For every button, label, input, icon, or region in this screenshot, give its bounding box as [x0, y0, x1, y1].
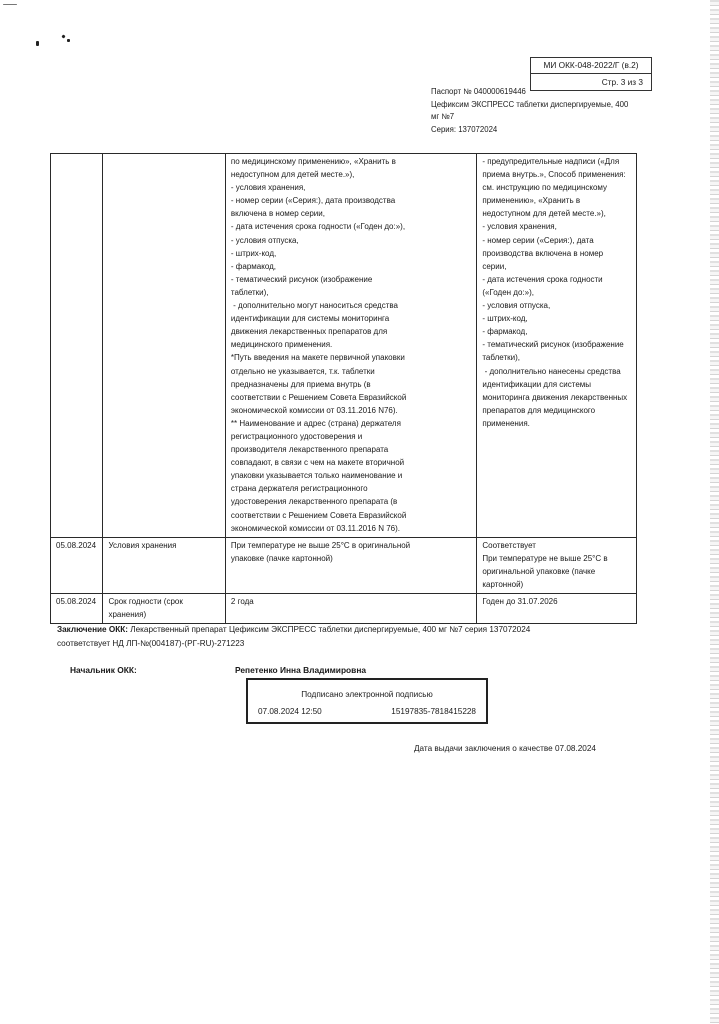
cell-line: картонной): [482, 580, 524, 589]
cell-line: - дата истечения срока годности («Годен до:»),: [230, 222, 406, 232]
cell-indicator: [103, 537, 225, 593]
passport-line: Цефиксим ЭКСПРЕСС таблетки диспергируемые, 400: [431, 99, 629, 109]
cell-line: по медицинскому применению», «Хранить в: [230, 157, 396, 166]
table-row: [51, 154, 637, 538]
cell-line: - штрих-код,: [482, 314, 528, 324]
cell-line: страна держателя регистрационного: [230, 484, 368, 494]
cell-line: экономической комиссии от 03.11.2016 N 76).: [230, 523, 400, 533]
cell-line: применению», «Хранить в: [482, 196, 581, 206]
cell-requirement: [225, 537, 476, 593]
cell-line: недоступном для детей месте.»),: [230, 170, 355, 180]
conclusion: [57, 623, 657, 651]
cell-line: - тематический рисунок (изображение: [482, 340, 624, 350]
cell-result: [477, 154, 637, 538]
scan-speck: [36, 41, 39, 46]
cell-line: Соответствует: [482, 540, 536, 550]
passport-line: Серия: 137072024: [431, 124, 498, 134]
table-row: [51, 594, 637, 624]
cell-indicator: [103, 154, 225, 538]
cell-line: удостоверения лекарственного препарата (в: [230, 497, 398, 507]
cell-line: применения.: [482, 418, 530, 428]
scan-speck: [61, 34, 65, 38]
chief-label: Начальник ОКК:: [70, 665, 137, 675]
table-row: [51, 537, 637, 593]
cell-line: - штрих-код,: [230, 248, 277, 258]
passport-line: мг №7: [431, 112, 455, 121]
issue-date: Дата выдачи заключения о качестве 07.08.2024: [414, 744, 596, 753]
cell-line: - условия хранения,: [230, 183, 306, 193]
cell-requirement: [225, 594, 476, 624]
cell-date: [51, 154, 103, 538]
cell-line: («Годен до:»),: [482, 287, 534, 297]
cell-line: хранения): [108, 610, 147, 620]
cell-line: см. инструкцию по медицинскому: [482, 183, 607, 193]
cell-line: упаковке (пачке картонной): [230, 553, 333, 563]
cell-line: Годен до 31.07.2026: [482, 597, 558, 607]
page-number: Стр. 3 из 3: [601, 77, 643, 87]
cell-line: - дата истечения срока годности: [482, 274, 603, 284]
cell-date: 05.08.2024: [51, 537, 103, 593]
cell-line: - условия хранения,: [482, 222, 557, 232]
cell-line: соответствии с Решением Совета Евразийской: [230, 510, 407, 520]
cell-line: - фармакод,: [230, 261, 276, 271]
cell-line: - тематический рисунок (изображение: [230, 274, 373, 284]
cell-line: медицинского применения.: [230, 340, 333, 350]
passport-line: Паспорт № 040000619446: [431, 87, 526, 96]
cell-line: При температуре не выше 25°С в: [482, 553, 608, 563]
cell-line: 2 года: [230, 597, 254, 607]
cell-line: экономической комиссии от 03.11.2016 N76).: [230, 405, 398, 415]
passport-block: [431, 86, 661, 136]
cell-line: Срок годности (срок: [108, 597, 183, 607]
cell-line: совпадают, в связи с чем на макете вторичной: [230, 458, 405, 468]
cell-line: отдельно не указывается, т.к. таблетки: [230, 366, 375, 376]
cell-line: Условия хранения: [108, 540, 177, 550]
cell-line: ** Наименование и адрес (страна) держателя: [230, 418, 401, 428]
cell-line: - предупредительные надписи («Для: [482, 157, 620, 166]
conclusion-label: Заключение ОКК:: [57, 625, 128, 634]
cell-line: производителя лекарственного препарата: [230, 445, 389, 455]
cell-line: идентификации для системы мониторинга: [230, 314, 390, 324]
quality-table: [50, 153, 637, 624]
cell-line: препаратов для медицинского: [482, 405, 596, 415]
cell-result: [477, 594, 637, 624]
cell-line: движения лекарственных препаратов для: [230, 327, 388, 337]
cell-indicator: [103, 594, 225, 624]
cell-line: соответствии с Решением Совета Евразийской: [230, 392, 407, 402]
cell-line: - номер серии («Серия:), дата производства: [230, 196, 396, 206]
cell-line: - дополнительно могут наноситься средства: [230, 301, 398, 311]
cell-line: мониторинга движения лекарственных: [482, 392, 628, 402]
cell-line: идентификации для системы: [482, 379, 592, 389]
cell-line: недоступном для детей месте.»),: [482, 209, 606, 219]
cell-date: 05.08.2024: [51, 594, 103, 624]
cell-line: производства включена в номер: [482, 248, 604, 258]
cell-line: *Путь введения на макете первичной упаковки: [230, 353, 405, 363]
cell-line: таблетки),: [482, 353, 520, 363]
signature-cert-number: 15197835-7818415228: [391, 707, 476, 716]
cell-line: приема внутрь.», Способ применения:: [482, 170, 626, 180]
cell-line: - фармакод,: [482, 327, 528, 337]
electronic-signature-stamp: [246, 678, 488, 724]
cell-line: упаковки указывается только наименование и: [230, 471, 403, 481]
signature-datetime: 07.08.2024 12:50: [258, 707, 322, 716]
scan-speck: [3, 4, 17, 5]
cell-line: включена в номер серии,: [230, 209, 325, 219]
cell-line: серии,: [482, 261, 507, 271]
cell-requirement: [225, 154, 476, 538]
cell-line: При температуре не выше 25°С в оригинальной: [230, 540, 411, 550]
conclusion-text: Лекарственный препарат Цефиксим ЭКСПРЕСС таблетки диспергируемые, 400 мг №7 серия 137072024: [127, 625, 531, 634]
doc-code: МИ ОКК-048-2022/Г (в.2): [531, 58, 651, 74]
chief-name: Репетенко Инна Владимировна: [235, 665, 367, 675]
cell-line: - номер серии («Серия:), дата: [482, 235, 594, 245]
scan-edge-artifact: [710, 0, 719, 1024]
cell-line: - условия отпуска,: [482, 301, 551, 311]
scan-speck: [67, 39, 70, 42]
signature-caption: Подписано электронной подписью: [301, 690, 433, 699]
conclusion-text: соответствует НД ЛП-№(004187)-(РГ-RU)-271223: [57, 639, 245, 648]
cell-line: - дополнительно нанесены средства: [482, 366, 621, 376]
cell-line: - условия отпуска,: [230, 235, 299, 245]
cell-line: оригинальной упаковке (пачке: [482, 566, 596, 576]
cell-line: таблетки),: [230, 287, 269, 297]
cell-line: регистрационного удостоверения и: [230, 431, 363, 441]
cell-line: предназначены для приема внутрь (в: [230, 379, 371, 389]
cell-result: [477, 537, 637, 593]
